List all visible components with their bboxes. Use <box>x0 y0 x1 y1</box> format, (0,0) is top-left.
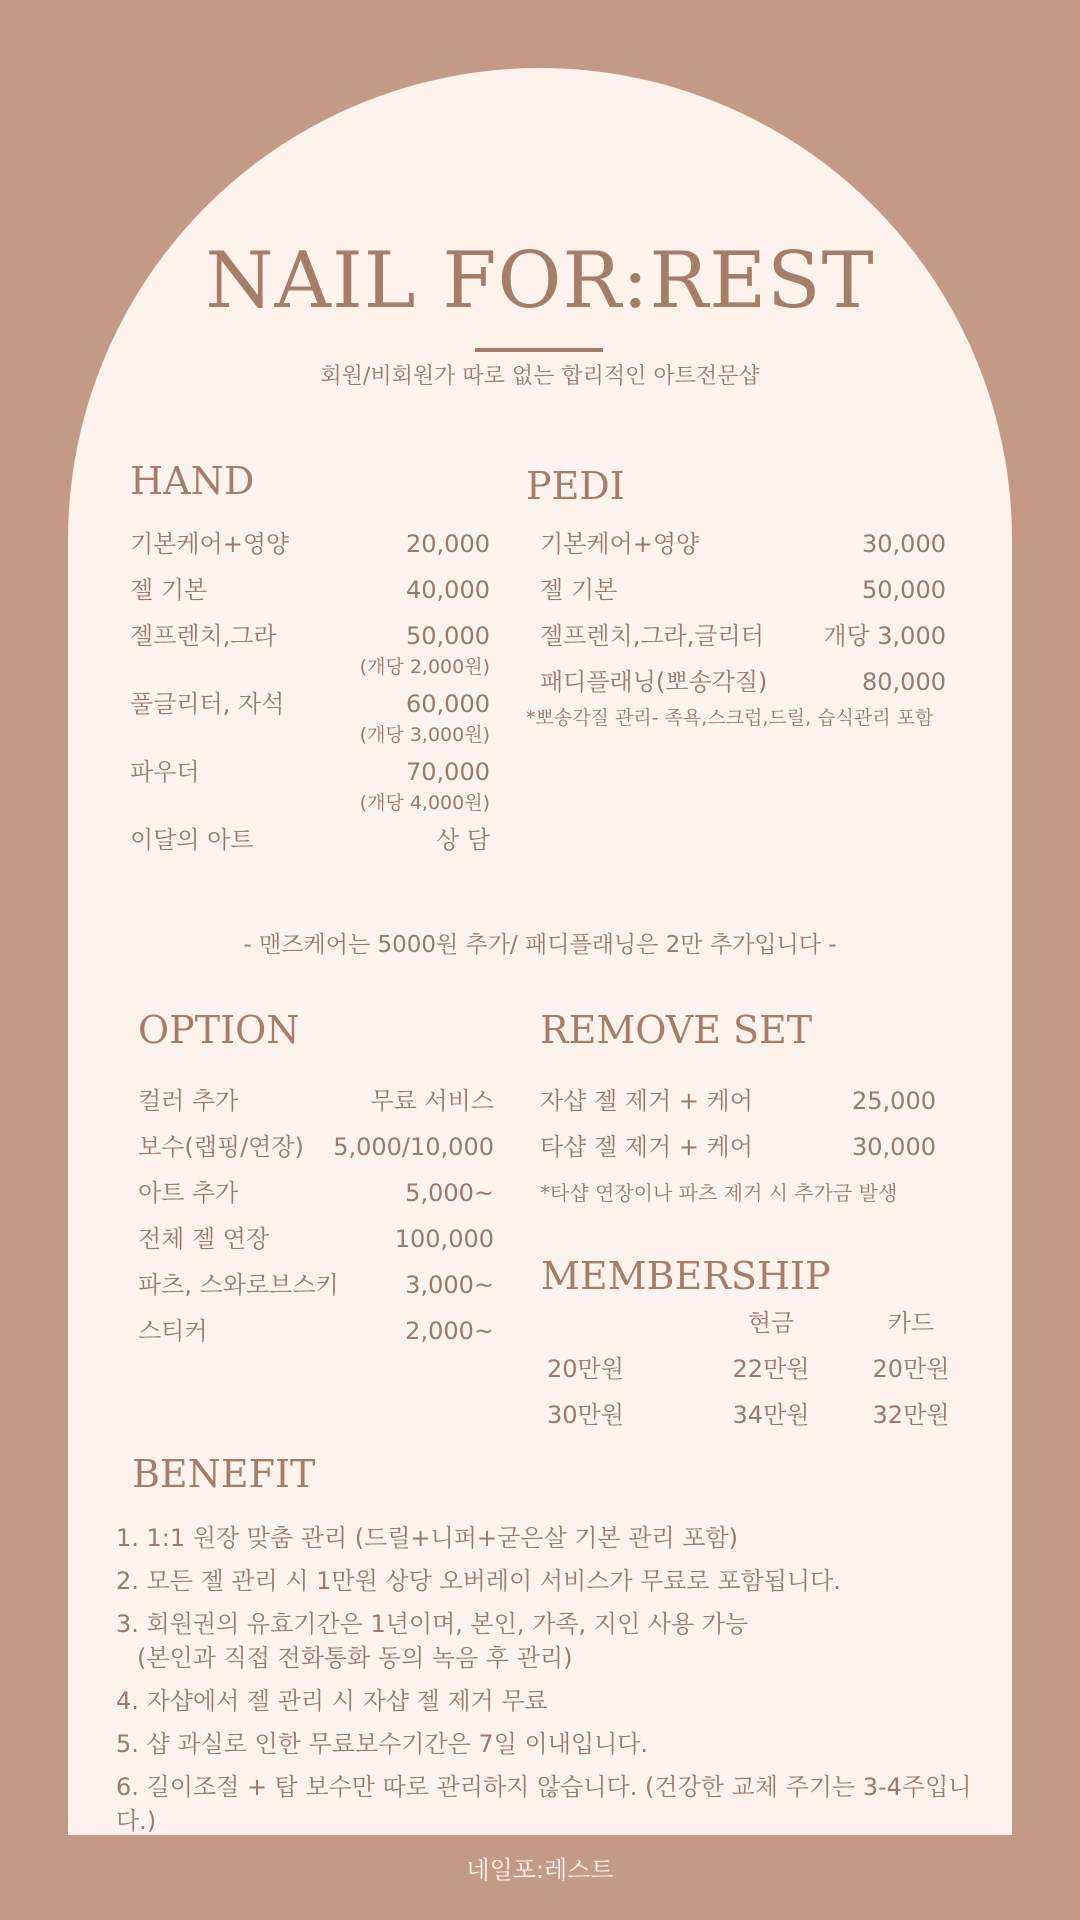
hand-row <box>130 619 490 653</box>
hand-item-price: 20,000 <box>406 530 490 558</box>
benefit-item: 4. 자샵에서 젤 관리 시 자샵 젤 제거 무료 <box>116 1687 548 1715</box>
benefit-list <box>116 1521 1006 1847</box>
hand-row <box>130 527 490 561</box>
hand-item-price: 상 담 <box>436 826 490 854</box>
membership-cash: 34만원 <box>732 1401 810 1429</box>
option-item-price: 2,000~ <box>405 1317 494 1345</box>
pedi-note: *뽀송각질 관리- 족욕,스크럽,드릴, 습식관리 포함 <box>526 707 934 729</box>
hand-item-subprice: (개당 2,000원) <box>359 656 490 678</box>
remove-row <box>540 1130 936 1164</box>
option-row <box>138 1268 494 1302</box>
pedi-row <box>540 573 946 607</box>
hand-item-name: 풀글리터, 자석 <box>130 690 285 718</box>
hand-item-price: 70,000 <box>406 758 490 786</box>
benefit-item-continuation: (본인과 직접 전화통화 동의 녹음 후 관리) <box>137 1644 573 1672</box>
membership-table <box>541 1306 961 1432</box>
hand-row <box>130 755 490 789</box>
hand-item-name: 젤 기본 <box>130 576 208 604</box>
option-row <box>138 1084 494 1118</box>
option-section <box>138 1006 494 1348</box>
pedi-heading: PEDI <box>526 464 625 508</box>
membership-heading: MEMBERSHIP <box>541 1254 831 1298</box>
hand-item-name: 파우더 <box>130 758 200 786</box>
remove-set-section <box>540 1006 936 1208</box>
pedi-item-name: 젤프렌치,그라,글리터 <box>540 622 764 650</box>
pedi-row <box>540 619 946 653</box>
remove-set-heading: REMOVE SET <box>540 1008 813 1052</box>
benefit-item: 2. 모든 젤 관리 시 1만원 상당 오버레이 서비스가 무료로 포함됩니다. <box>116 1567 841 1595</box>
remove-item-name: 자샵 젤 제거 + 케어 <box>540 1087 753 1115</box>
pedi-row <box>540 527 946 561</box>
pedi-item-name: 패디플래닝(뽀송각질) <box>540 668 768 696</box>
hand-item-price: 40,000 <box>406 576 490 604</box>
option-item-name: 보수(랩핑/연장) <box>138 1133 304 1161</box>
hand-item-price: 50,000 <box>406 622 490 650</box>
option-item-name: 전체 젤 연장 <box>138 1225 270 1253</box>
option-item-price: 3,000~ <box>405 1271 494 1299</box>
page-title: NAIL FOR:REST <box>205 236 875 326</box>
option-heading: OPTION <box>138 1008 300 1052</box>
option-item-name: 스티커 <box>138 1317 208 1345</box>
hand-section <box>130 457 490 857</box>
option-row <box>138 1222 494 1256</box>
remove-item-price: 25,000 <box>852 1087 936 1115</box>
option-item-price: 100,000 <box>394 1225 494 1253</box>
pedi-row <box>540 665 946 699</box>
benefit-item: 5. 샵 과실로 인한 무료보수기간은 7일 이내입니다. <box>116 1730 649 1758</box>
benefit-item: 3. 회원권의 유효기간은 1년이며, 본인, 가족, 지인 사용 가능 <box>116 1610 749 1638</box>
membership-card: 32만원 <box>872 1401 950 1429</box>
membership-card: 20만원 <box>872 1355 950 1383</box>
pedi-item-name: 젤 기본 <box>540 576 618 604</box>
remove-item-name: 타샵 젤 제거 + 케어 <box>540 1133 753 1161</box>
benefit-heading-text: BENEFIT <box>132 1452 316 1496</box>
membership-section <box>541 1252 961 1432</box>
option-item-name: 파츠, 스와로브스키 <box>138 1271 339 1299</box>
hand-item-name: 젤프렌치,그라 <box>130 622 277 650</box>
page-subtitle: 회원/비회원가 따로 없는 합리적인 아트전문샵 <box>320 364 760 389</box>
pedi-item-price: 개당 3,000 <box>823 622 946 650</box>
pedi-item-price: 80,000 <box>862 668 946 696</box>
pedi-item-price: 50,000 <box>862 576 946 604</box>
hand-item-subprice: (개당 3,000원) <box>359 724 490 746</box>
option-item-price: 무료 서비스 <box>370 1087 494 1115</box>
hand-item-name: 기본케어+영양 <box>130 530 290 558</box>
benefit-item: 1. 1:1 원장 맞춤 관리 (드릴+니퍼+굳은살 기본 관리 포함) <box>116 1524 738 1552</box>
option-row <box>138 1130 494 1164</box>
benefit-heading <box>132 1450 315 1498</box>
footer-brand: 네일포:레스트 <box>466 1856 614 1884</box>
option-item-name: 아트 추가 <box>138 1179 239 1207</box>
extra-charge-note: - 맨즈케어는 5000원 추가/ 패디플래닝은 2만 추가입니다 - <box>243 932 837 958</box>
hand-heading: HAND <box>130 459 255 503</box>
hand-row <box>130 573 490 607</box>
membership-col-cash: 현금 <box>747 1309 795 1337</box>
remove-row <box>540 1084 936 1118</box>
membership-cash: 22만원 <box>732 1355 810 1383</box>
option-item-name: 컬러 추가 <box>138 1087 239 1115</box>
hand-item-name: 이달의 아트 <box>130 826 254 854</box>
option-row <box>138 1314 494 1348</box>
pedi-item-price: 30,000 <box>862 530 946 558</box>
membership-col-card: 카드 <box>887 1309 935 1337</box>
pedi-item-name: 기본케어+영양 <box>540 530 700 558</box>
title-underline <box>475 348 603 352</box>
hand-row <box>130 823 490 857</box>
hand-item-price: 60,000 <box>406 690 490 718</box>
option-row <box>138 1176 494 1210</box>
option-item-price: 5,000~ <box>405 1179 494 1207</box>
hand-item-subprice: (개당 4,000원) <box>359 792 490 814</box>
option-item-price: 5,000/10,000 <box>333 1133 494 1161</box>
membership-amount: 20만원 <box>547 1355 624 1383</box>
remove-item-price: 30,000 <box>852 1133 936 1161</box>
pedi-section <box>526 462 971 733</box>
hand-row <box>130 687 490 721</box>
membership-amount: 30만원 <box>547 1401 624 1429</box>
remove-set-note: *타샵 연장이나 파츠 제거 시 추가금 발생 <box>540 1181 898 1205</box>
benefit-item: 6. 길이조절 + 탑 보수만 따로 관리하지 않습니다. (건강한 교체 주기는 3-4주입니다.) <box>116 1773 972 1835</box>
